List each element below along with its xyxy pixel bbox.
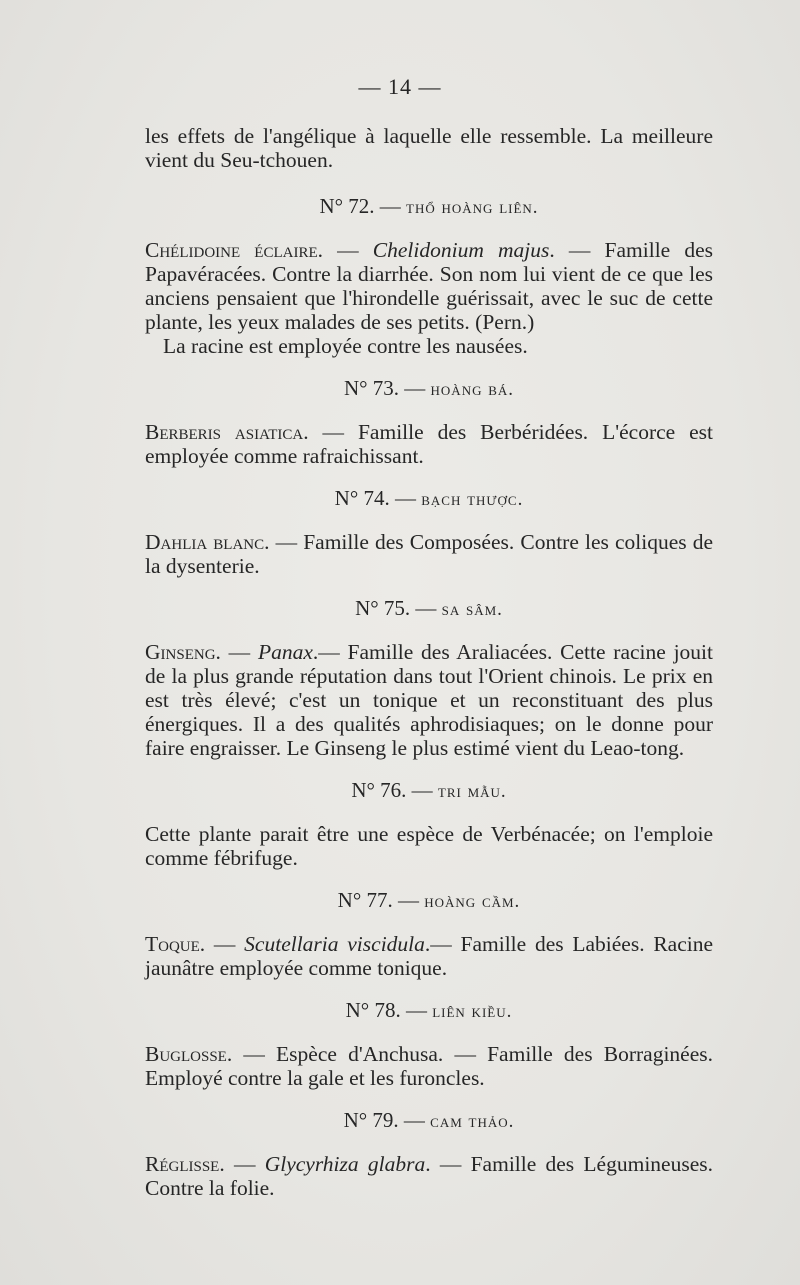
entry-sep: —: [205, 932, 245, 956]
entry-text: Famille des Composées. Contre les coliques de la dysenterie.: [145, 530, 713, 578]
entry-number: N° 75.: [355, 596, 411, 620]
entry-heading: [145, 888, 713, 914]
heading-dash: —: [403, 1108, 425, 1132]
heading-dash: —: [394, 486, 416, 510]
heading-dash: —: [405, 998, 427, 1022]
entry-body: [145, 420, 713, 468]
heading-dash: —: [398, 888, 419, 912]
entry-sep: —: [220, 640, 258, 664]
entry-73: [145, 376, 713, 468]
heading-dash: —: [379, 194, 401, 218]
intro-line-2: vient du Seu-tchouen.: [145, 148, 334, 172]
entry-text: .— Famille des Labiées. Racine jaunâtre employée comme tonique.: [145, 932, 714, 980]
entry-78: [145, 998, 713, 1090]
entry-number: N° 77.: [337, 888, 393, 912]
entry-75: [145, 596, 713, 760]
heading-dash: —: [404, 376, 426, 400]
heading-dash: —: [411, 778, 433, 802]
entry-body: [145, 1152, 713, 1200]
entry-vietnamese-name: thổ hoàng liên.: [406, 197, 539, 218]
entry-vietnamese-name: liên kiều.: [432, 1001, 513, 1022]
entry-body: [145, 932, 713, 980]
entry-heading: [145, 778, 713, 804]
entry-term: Dahlia blanc.: [145, 530, 270, 554]
entry-vietnamese-name: hoàng cầm.: [424, 891, 521, 912]
entry-extra: La racine est employée contre les nausées.: [163, 334, 528, 358]
entry-vietnamese-name: tri mẫu.: [437, 781, 507, 802]
entry-term: Ginseng.: [145, 640, 221, 664]
page-number: — 14 —: [358, 74, 442, 99]
entry-heading: [145, 486, 713, 512]
entry-latin: Panax: [257, 640, 313, 664]
entry-vietnamese-name: cam thảo.: [430, 1111, 515, 1132]
entry-text: . — Famille des Papavéracées. Contre la diarrhée. Son nom lui vient de ce que les anciens pensaient que l'hirondelle guérissait, avec le suc de cette plante, les yeux malades de ses petits. (Pern.): [145, 238, 714, 334]
entry-number: N° 72.: [319, 194, 375, 218]
entry-79: [145, 1108, 713, 1200]
entry-term: Réglisse.: [145, 1152, 225, 1176]
entry-vietnamese-name: hoàng bá.: [430, 379, 515, 400]
entry-body: [145, 1042, 713, 1090]
entry-number: N° 78.: [345, 998, 401, 1022]
entry-sep: —: [224, 1152, 265, 1176]
entry-number: N° 73.: [343, 376, 400, 400]
entry-sep: —: [308, 420, 358, 444]
intro-paragraph: [145, 124, 713, 172]
entry-sep: —: [269, 530, 304, 554]
entry-72: [145, 194, 713, 358]
entry-76: [145, 778, 713, 870]
entry-term: Toque.: [145, 932, 206, 956]
entry-body: [145, 640, 713, 760]
entry-74: [145, 486, 713, 578]
entry-latin: Chelidonium majus: [372, 238, 550, 262]
entry-vietnamese-name: bạch thược.: [421, 489, 524, 510]
entry-text: . — Famille des Légumineuses. Contre la folie.: [145, 1152, 713, 1200]
entry-number: N° 79.: [343, 1108, 399, 1132]
entry-term: Chélidoine éclaire.: [145, 238, 323, 262]
entry-body: Cette plante parait être une espèce de Verbénacée; on l'emploie comme fébrifuge.: [145, 822, 713, 870]
entry-text: Famille des Berbéridées. L'écorce est employée comme rafraichissant.: [145, 420, 713, 468]
entry-heading: [145, 596, 713, 622]
entry-sep: —: [323, 238, 373, 262]
intro-line-1: les effets de l'angélique à laquelle elle ressemble. La meilleure: [145, 124, 713, 148]
heading-dash: —: [415, 596, 437, 620]
entry-term: Berberis asiatica.: [145, 420, 309, 444]
entry-vietnamese-name: sa sâm.: [441, 599, 503, 620]
entry-number: N° 74.: [334, 486, 390, 510]
entry-text: Espèce d'Anchusa. — Famille des Borraginées. Employé contre la gale et les furoncles.: [145, 1042, 713, 1090]
entry-sep: —: [232, 1042, 277, 1066]
entry-latin: Glycyrhiza glabra: [264, 1152, 426, 1176]
entry-heading: [145, 194, 713, 220]
entry-heading: [145, 998, 713, 1024]
entry-body: [145, 238, 713, 334]
entry-77: [145, 888, 713, 980]
entry-term: Buglosse.: [145, 1042, 233, 1066]
entry-number: N° 76.: [351, 778, 407, 802]
entry-heading: [145, 1108, 713, 1134]
entry-latin: Scutellaria viscidula: [244, 932, 425, 956]
entry-body: [145, 530, 713, 578]
page-content: [145, 124, 713, 1200]
entry-heading: [145, 376, 713, 402]
entry-text: .— Famille des Araliacées. Cette racine jouit de la plus grande réputation dans tout l'Orient chinois. Le prix en est très élevé; c'est un tonique et un reconstituant des plus énergiques. Il a des qualités aphrodisiaques; on le donne pour faire engraisser. Le Ginseng le plus estimé vient du Leao-tong.: [145, 640, 713, 760]
